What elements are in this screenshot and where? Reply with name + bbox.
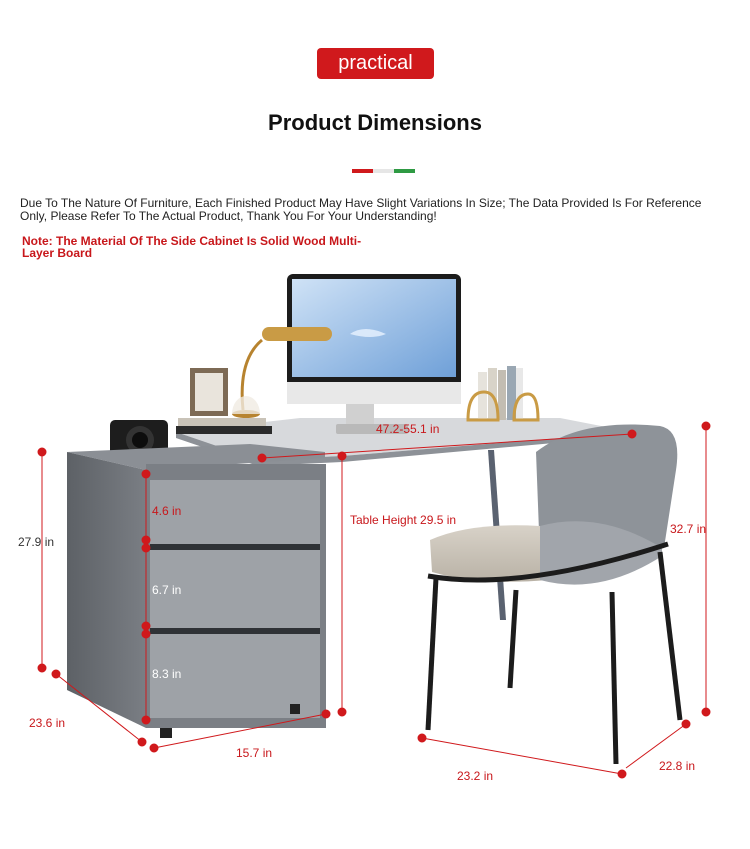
- label-chair-width: 23.2 in: [457, 769, 494, 783]
- chair: [428, 424, 680, 764]
- photo-frame: [190, 368, 228, 416]
- practical-badge: practical: [317, 48, 434, 79]
- label-table-height: Table Height 29.5 in: [350, 513, 457, 527]
- desk-books: [176, 418, 272, 434]
- label-cabinet-width: 15.7 in: [236, 746, 273, 760]
- label-desk-length: 47.2-55.1 in: [376, 422, 440, 436]
- material-note: Note: The Material Of The Side Cabinet Is Solid Wood Multi-Layer Board: [22, 234, 362, 260]
- label-drawer-top: 4.6 in: [152, 504, 182, 518]
- label-chair-height: 32.7 in: [670, 522, 707, 536]
- disclaimer-text: Due To The Nature Of Furniture, Each Finished Product May Have Slight Variations In Size; The Data Provided Is For Reference Only, Please Refer To The Actual Product, Thank You For Your Understanding!: [20, 196, 702, 223]
- label-cabinet-height: 27.9 in: [18, 535, 55, 549]
- label-drawer-middle: 6.7 in: [152, 583, 182, 597]
- monitor: [287, 274, 461, 424]
- page-title: Product Dimensions: [268, 110, 482, 135]
- label-chair-depth: 22.8 in: [659, 759, 696, 773]
- label-cabinet-depth: 23.6 in: [29, 716, 66, 730]
- label-drawer-bottom: 8.3 in: [152, 667, 182, 681]
- side-cabinet: [67, 444, 326, 738]
- bookshelf-items: [468, 366, 538, 420]
